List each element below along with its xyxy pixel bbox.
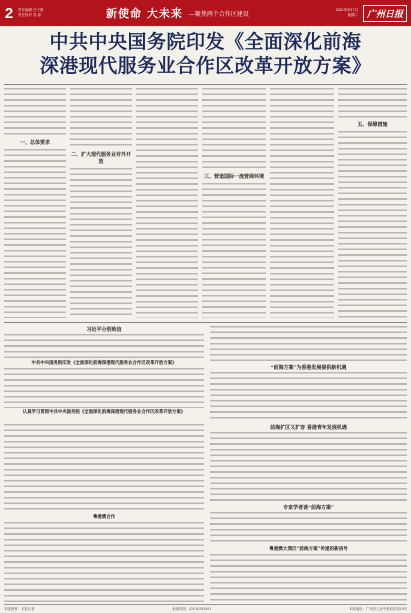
article-column-4 — [202, 88, 266, 318]
newspaper-logo: 广州日报 — [363, 5, 407, 22]
page-footer — [4, 604, 407, 611]
banner-date: 2021年9月7日 星期二 — [335, 8, 358, 17]
story-body-5a — [210, 326, 407, 362]
story-heading-5: “前海方案”为香港发展提供新机遇 — [270, 365, 347, 371]
story-heading-2: 中共中央国务院印发《全面深化前海深港现代服务业合作区改革开放方案》 — [31, 361, 177, 366]
story-body-4 — [4, 522, 204, 602]
section-heading: 五、保障措施 — [357, 122, 388, 128]
article-column-2 — [70, 88, 132, 318]
story-heading-1: 习近平分别致信 — [86, 327, 122, 333]
section-heading: 二、扩大现代服务业对外开放 — [70, 152, 131, 165]
story-heading-4: 粤港澳合作 — [93, 515, 115, 520]
story-heading-6: 前海扩区又扩容 香港青年发展机遇 — [270, 425, 347, 431]
banner-title: 新使命 大未来 — [106, 7, 183, 20]
section-heading: 一、总体要求 — [19, 140, 50, 146]
article-column-1 — [4, 88, 66, 318]
article-column-6 — [338, 88, 407, 318]
story-body-2 — [4, 368, 204, 408]
story-heading-3: 认真学习贯彻中共中央国务院《全面深化前海深港现代服务业合作区改革开放方案》 — [22, 410, 186, 415]
page-number: 2 — [4, 4, 14, 22]
story-heading-8: 粤港澳大湾区“前海方案”传递的新信号 — [269, 547, 348, 552]
story-body-1 — [4, 334, 204, 358]
footer-right: 本报地址：广州市人民中路同乐路10号 — [348, 607, 407, 611]
story-body-8 — [210, 554, 407, 602]
section-heading: 三、营造国际一流营商环境 — [203, 174, 264, 180]
story-heading-7: 专家学者谈“前海方案” — [283, 505, 334, 511]
article-column-3 — [136, 88, 198, 318]
story-body-5 — [210, 372, 407, 422]
main-headline: 中共中央国务院印发《全面深化前海 深港现代服务业合作区改革开放方案》 — [39, 31, 372, 77]
story-body-6 — [210, 432, 407, 502]
page-banner — [0, 0, 411, 26]
story-body-3 — [4, 424, 204, 512]
story-body-7 — [210, 512, 407, 544]
banner-subtitle: —聚焦两个合作区建设 — [188, 10, 249, 18]
banner-meta: 责任编辑 吕子豪 责任校对 苏 春 — [18, 8, 44, 17]
footer-center: 新闻热线：020-81919191 — [172, 607, 212, 611]
article-column-5 — [270, 88, 334, 318]
footer-left: 本版统筹：本报记者 — [4, 607, 35, 611]
headline-rule — [4, 84, 407, 85]
section-rule — [4, 322, 407, 323]
